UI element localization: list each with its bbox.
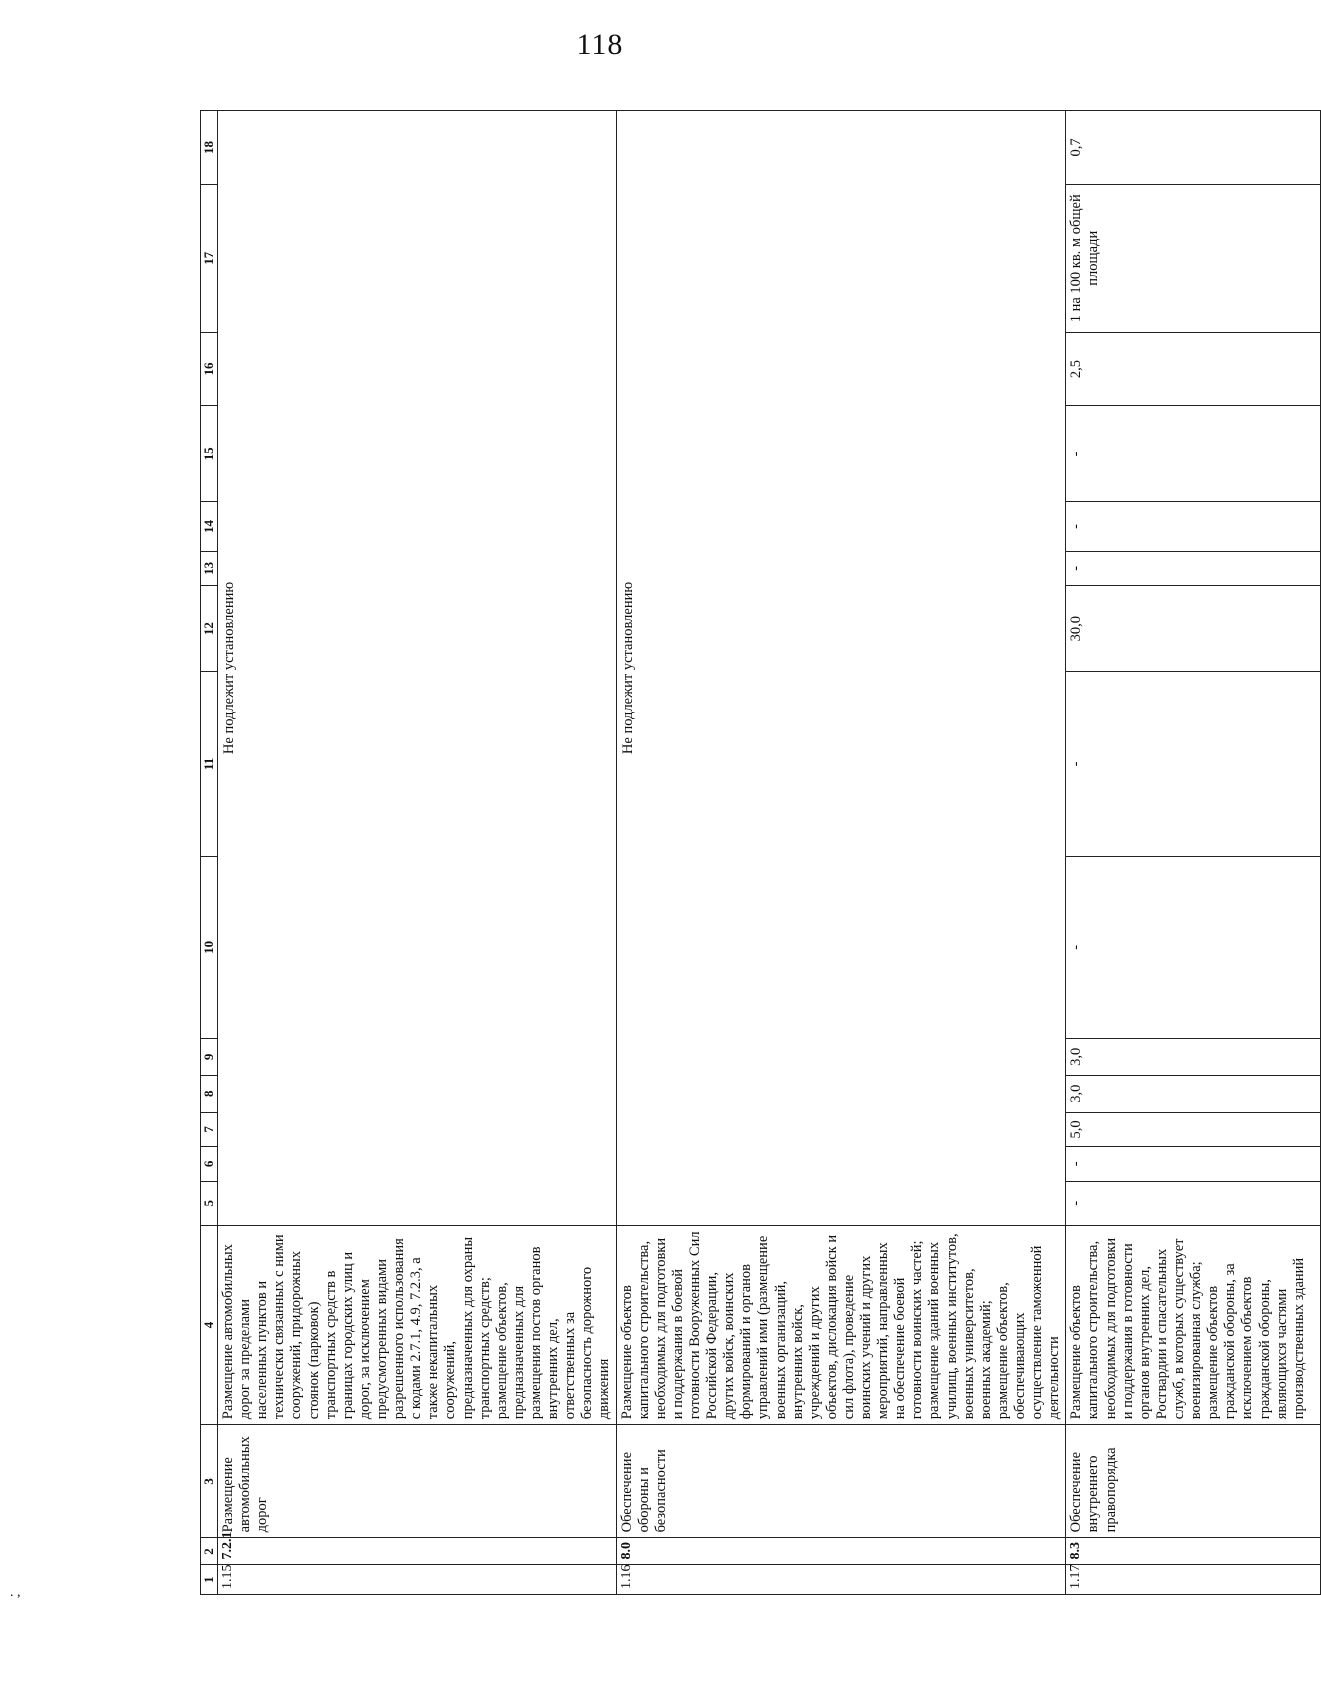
header-cell: 1 [201, 1565, 218, 1595]
value-cell: - [1066, 1181, 1321, 1225]
value-cell: - [1066, 406, 1321, 502]
header-cell: 13 [201, 551, 218, 585]
row-code: 7.2.1 [218, 1538, 617, 1565]
value-cell: 3,0 [1066, 1075, 1321, 1112]
header-cell: 18 [201, 111, 218, 185]
row-number: 1.16 [616, 1565, 1066, 1595]
value-cell: 30,0 [1066, 586, 1321, 672]
row-description: Размещение автомобильных дорог за пределами населенных пунктов и технически связанных с ними сооружений, придорожных стоянок (парковок) транспортных средств в границах городских улиц и дорог, за исключением предусмотренных видами разрешенного использования с кодами 2.7.1, 4.9, 7.2.3, а также некапитальных сооружений, предназначенных для охраны транспортных средств; размещение объектов, предназначенных для размещения постов органов внутренних дел, ответственных за безопасность дорожного движения [218, 1225, 617, 1424]
row-number: 1.17 [1066, 1565, 1321, 1595]
table-row [616, 111, 1066, 1595]
header-cell: 7 [201, 1112, 218, 1146]
table-row [1066, 111, 1321, 1595]
row-name: Обеспечение обороны и безопасности [616, 1425, 1066, 1538]
value-cell: - [1066, 1147, 1321, 1181]
value-cell: 2,5 [1066, 332, 1321, 406]
value-cell: - [1066, 502, 1321, 551]
header-cell: 2 [201, 1538, 218, 1565]
row-code: 8.0 [616, 1538, 1066, 1565]
header-cell: 17 [201, 184, 218, 332]
merged-cell: Не подлежит установлению [218, 111, 617, 1226]
header-cell: 11 [201, 672, 218, 857]
value-cell: 3,0 [1066, 1038, 1321, 1075]
rotated-table-wrapper [200, 110, 1307, 1595]
header-cell: 3 [201, 1425, 218, 1538]
row-name: Обеспечение внутреннего правопорядка [1066, 1425, 1321, 1538]
table-row [218, 111, 617, 1595]
value-cell: 1 на 100 кв. м общей площади [1066, 184, 1321, 332]
header-cell: 8 [201, 1075, 218, 1112]
header-cell: 15 [201, 406, 218, 502]
row-description: Размещение объектов капитального строительства, необходимых для подготовки и поддержания в боевой готовности Вооруженных Сил Российской Федерации, других войск, воинских формирований и органов управлений ими (размещение военных организаций, внутренних войск, учреждений и других объектов, дислокация войск и сил флота), проведение воинских учений и других мероприятий, направленных на обеспечение боевой готовности воинских частей; размещение зданий военных училищ, военных институтов, военных университетов, военных академий; размещение объектов, обеспечивающих осуществление таможенной деятельности [616, 1225, 1066, 1424]
page-number: 118 [576, 28, 624, 61]
header-cell: 9 [201, 1038, 218, 1075]
row-name: Размещение автомобильных дорог [218, 1425, 617, 1538]
land-use-table [200, 110, 1321, 1595]
value-cell: - [1066, 856, 1321, 1038]
header-cell: 16 [201, 332, 218, 406]
row-number: 1.15 [218, 1565, 617, 1595]
row-code: 8.3 [1066, 1538, 1321, 1565]
row-description: Размещение объектов капитального строительства, необходимых для подготовки и поддержания в готовности органов внутренних дел, Росгвардии и спасательных служб, в которых существует военизированная служба; размещение объектов гражданской обороны, за исключением объектов гражданской обороны, являющихся частями производственных зданий [1066, 1225, 1321, 1424]
value-cell: - [1066, 672, 1321, 857]
header-cell: 5 [201, 1181, 218, 1225]
value-cell: - [1066, 551, 1321, 585]
header-row [201, 111, 218, 1595]
header-cell: 12 [201, 586, 218, 672]
value-cell: 0,7 [1066, 111, 1321, 185]
header-cell: 6 [201, 1147, 218, 1181]
header-cell: 10 [201, 856, 218, 1038]
header-cell: 4 [201, 1225, 218, 1424]
merged-cell: Не подлежит установлению [616, 111, 1066, 1226]
header-cell: 14 [201, 502, 218, 551]
value-cell: 5,0 [1066, 1112, 1321, 1146]
scan-marks: . , [10, 1585, 21, 1600]
